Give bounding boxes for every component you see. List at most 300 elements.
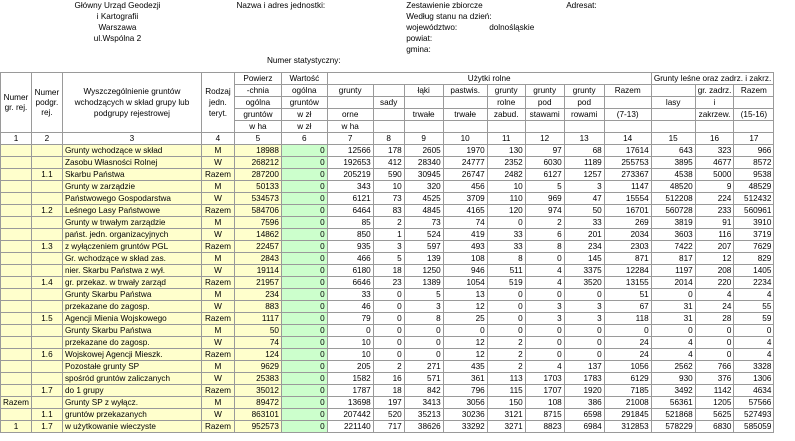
value-cell[interactable]: 0 [734, 325, 774, 337]
value-cell[interactable]: 56361 [651, 397, 695, 409]
unit-kind-cell[interactable]: Razem [201, 169, 234, 181]
value-cell[interactable]: 3603 [651, 229, 695, 241]
value-cell[interactable]: 3895 [651, 157, 695, 169]
value-cell[interactable]: 13155 [604, 277, 651, 289]
value-cell[interactable]: 578229 [651, 421, 695, 433]
value-cell[interactable]: 386 [564, 397, 604, 409]
value-cell[interactable]: 18 [373, 265, 404, 277]
value-cell[interactable]: 74 [234, 337, 281, 349]
value-cell[interactable]: 1197 [651, 265, 695, 277]
value-cell[interactable]: 46 [327, 301, 373, 313]
value-cell[interactable]: 4 [734, 349, 774, 361]
unit-kind-cell[interactable]: W [201, 373, 234, 385]
value-cell[interactable]: 201 [564, 229, 604, 241]
value-cell[interactable]: 3 [404, 301, 443, 313]
value-cell[interactable]: 108 [525, 397, 564, 409]
value-cell[interactable]: 1 [373, 229, 404, 241]
unit-kind-cell[interactable]: W [201, 193, 234, 205]
group-number-cell[interactable]: Razem [1, 397, 32, 409]
description-cell[interactable]: do 1 grupy [62, 385, 201, 397]
value-cell[interactable]: 0 [487, 289, 525, 301]
value-cell[interactable]: 85 [327, 217, 373, 229]
value-cell[interactable]: 0 [404, 325, 443, 337]
value-cell[interactable]: 192653 [327, 157, 373, 169]
value-cell[interactable]: 930 [651, 373, 695, 385]
value-cell[interactable]: 2 [373, 217, 404, 229]
value-cell[interactable]: 1056 [604, 361, 651, 373]
value-cell[interactable]: 2843 [234, 253, 281, 265]
value-cell[interactable]: 1920 [564, 385, 604, 397]
value-cell[interactable]: 456 [443, 181, 487, 193]
value-cell[interactable]: 863101 [234, 409, 281, 421]
value-cell[interactable]: 0 [281, 253, 327, 265]
description-cell[interactable]: Grunty w trwałym zarządzie [62, 217, 201, 229]
value-cell[interactable]: 3 [564, 313, 604, 325]
value-cell[interactable]: 30945 [404, 169, 443, 181]
value-cell[interactable]: 13 [443, 289, 487, 301]
description-cell[interactable]: państ. jedn. organizacyjnych [62, 229, 201, 241]
value-cell[interactable]: 946 [443, 265, 487, 277]
group-number-cell[interactable] [1, 181, 32, 193]
value-cell[interactable]: 1389 [404, 277, 443, 289]
value-cell[interactable]: 512208 [651, 193, 695, 205]
value-cell[interactable]: 2014 [651, 277, 695, 289]
value-cell[interactable]: 585059 [734, 421, 774, 433]
value-cell[interactable]: 4 [651, 349, 695, 361]
value-cell[interactable]: 3520 [564, 277, 604, 289]
value-cell[interactable]: 16701 [604, 205, 651, 217]
value-cell[interactable]: 0 [695, 349, 734, 361]
value-cell[interactable]: 269 [604, 217, 651, 229]
value-cell[interactable]: 10 [487, 181, 525, 193]
value-cell[interactable]: 1117 [234, 313, 281, 325]
subgroup-number-cell[interactable] [31, 337, 62, 349]
value-cell[interactable]: 3 [525, 301, 564, 313]
value-cell[interactable]: 12 [443, 337, 487, 349]
description-cell[interactable]: gr. przekaz. w trwały zarząd [62, 277, 201, 289]
value-cell[interactable]: 7185 [604, 385, 651, 397]
value-cell[interactable]: 33 [487, 241, 525, 253]
value-cell[interactable]: 287200 [234, 169, 281, 181]
value-cell[interactable]: 0 [281, 157, 327, 169]
value-cell[interactable]: 0 [281, 421, 327, 433]
value-cell[interactable]: 10 [327, 349, 373, 361]
group-number-cell[interactable] [1, 157, 32, 169]
subgroup-number-cell[interactable] [31, 145, 62, 157]
value-cell[interactable]: 534573 [234, 193, 281, 205]
value-cell[interactable]: 4 [651, 337, 695, 349]
value-cell[interactable]: 0 [281, 181, 327, 193]
value-cell[interactable]: 108 [443, 253, 487, 265]
value-cell[interactable]: 1142 [695, 385, 734, 397]
value-cell[interactable]: 3413 [404, 397, 443, 409]
unit-kind-cell[interactable]: W [201, 265, 234, 277]
value-cell[interactable]: 590 [373, 169, 404, 181]
value-cell[interactable]: 6030 [525, 157, 564, 169]
value-cell[interactable]: 26747 [443, 169, 487, 181]
value-cell[interactable]: 55 [734, 301, 774, 313]
value-cell[interactable]: 8 [487, 253, 525, 265]
value-cell[interactable]: 35213 [404, 409, 443, 421]
subgroup-number-cell[interactable] [31, 397, 62, 409]
group-number-cell[interactable] [1, 277, 32, 289]
unit-kind-cell[interactable]: M [201, 217, 234, 229]
value-cell[interactable]: 208 [695, 265, 734, 277]
value-cell[interactable]: 0 [695, 337, 734, 349]
value-cell[interactable]: 6598 [564, 409, 604, 421]
value-cell[interactable]: 23 [373, 277, 404, 289]
subgroup-number-cell[interactable] [31, 253, 62, 265]
value-cell[interactable]: 30236 [443, 409, 487, 421]
value-cell[interactable]: 25383 [234, 373, 281, 385]
value-cell[interactable]: 1405 [734, 265, 774, 277]
value-cell[interactable]: 1257 [564, 169, 604, 181]
subgroup-number-cell[interactable] [31, 217, 62, 229]
value-cell[interactable]: 0 [281, 385, 327, 397]
unit-kind-cell[interactable]: W [201, 229, 234, 241]
value-cell[interactable]: 511 [487, 265, 525, 277]
value-cell[interactable]: 33 [327, 289, 373, 301]
value-cell[interactable]: 116 [695, 229, 734, 241]
value-cell[interactable]: 643 [651, 145, 695, 157]
value-cell[interactable]: 150 [487, 397, 525, 409]
value-cell[interactable]: 50 [234, 325, 281, 337]
value-cell[interactable]: 0 [281, 205, 327, 217]
value-cell[interactable]: 31 [651, 313, 695, 325]
value-cell[interactable]: 1306 [734, 373, 774, 385]
subgroup-number-cell[interactable]: 1.5 [31, 313, 62, 325]
description-cell[interactable]: w użytkowanie wieczyste [62, 421, 201, 433]
value-cell[interactable]: 3056 [443, 397, 487, 409]
unit-kind-cell[interactable]: M [201, 397, 234, 409]
group-number-cell[interactable] [1, 169, 32, 181]
value-cell[interactable]: 233 [695, 205, 734, 217]
value-cell[interactable]: 2 [487, 349, 525, 361]
value-cell[interactable]: 31 [651, 301, 695, 313]
value-cell[interactable]: 24 [604, 349, 651, 361]
group-number-cell[interactable] [1, 385, 32, 397]
value-cell[interactable]: 2 [487, 337, 525, 349]
value-cell[interactable]: 74 [443, 217, 487, 229]
value-cell[interactable]: 57566 [734, 397, 774, 409]
value-cell[interactable]: 24777 [443, 157, 487, 169]
value-cell[interactable]: 12 [443, 301, 487, 313]
value-cell[interactable]: 320 [404, 181, 443, 193]
value-cell[interactable]: 571 [404, 373, 443, 385]
description-cell[interactable]: Pozostałe grunty SP [62, 361, 201, 373]
unit-kind-cell[interactable]: Razem [201, 205, 234, 217]
group-number-cell[interactable] [1, 337, 32, 349]
value-cell[interactable]: 4538 [651, 169, 695, 181]
group-number-cell[interactable] [1, 361, 32, 373]
value-cell[interactable]: 0 [373, 313, 404, 325]
description-cell[interactable]: Agencji Mienia Wojskowego [62, 313, 201, 325]
value-cell[interactable]: 0 [651, 325, 695, 337]
value-cell[interactable]: 124 [234, 349, 281, 361]
value-cell[interactable]: 0 [487, 325, 525, 337]
value-cell[interactable]: 139 [404, 253, 443, 265]
value-cell[interactable]: 89472 [234, 397, 281, 409]
value-cell[interactable]: 291845 [604, 409, 651, 421]
subgroup-number-cell[interactable]: 1.7 [31, 421, 62, 433]
value-cell[interactable]: 521868 [651, 409, 695, 421]
value-cell[interactable]: 2 [487, 361, 525, 373]
value-cell[interactable]: 0 [604, 325, 651, 337]
value-cell[interactable]: 3910 [734, 217, 774, 229]
value-cell[interactable]: 883 [234, 301, 281, 313]
value-cell[interactable]: 0 [373, 349, 404, 361]
value-cell[interactable]: 12 [695, 253, 734, 265]
unit-kind-cell[interactable]: W [201, 409, 234, 421]
value-cell[interactable]: 120 [487, 205, 525, 217]
description-cell[interactable]: spośród gruntów zaliczanych [62, 373, 201, 385]
group-number-cell[interactable] [1, 229, 32, 241]
value-cell[interactable]: 5 [525, 181, 564, 193]
subgroup-number-cell[interactable] [31, 373, 62, 385]
subgroup-number-cell[interactable]: 1.3 [31, 241, 62, 253]
value-cell[interactable]: 9 [695, 181, 734, 193]
unit-kind-cell[interactable]: M [201, 289, 234, 301]
group-number-cell[interactable] [1, 349, 32, 361]
value-cell[interactable]: 0 [281, 217, 327, 229]
value-cell[interactable]: 1205 [695, 397, 734, 409]
value-cell[interactable]: 16 [373, 373, 404, 385]
value-cell[interactable]: 10 [373, 181, 404, 193]
value-cell[interactable]: 17614 [604, 145, 651, 157]
value-cell[interactable]: 0 [281, 337, 327, 349]
value-cell[interactable]: 48520 [651, 181, 695, 193]
subgroup-number-cell[interactable]: 1.1 [31, 169, 62, 181]
unit-kind-cell[interactable]: M [201, 361, 234, 373]
value-cell[interactable]: 0 [373, 337, 404, 349]
description-cell[interactable]: Grunty Skarbu Państwa [62, 325, 201, 337]
value-cell[interactable]: 376 [695, 373, 734, 385]
value-cell[interactable]: 19114 [234, 265, 281, 277]
description-cell[interactable]: Zasobu Własności Rolnej [62, 157, 201, 169]
value-cell[interactable]: 178 [373, 145, 404, 157]
value-cell[interactable]: 935 [327, 241, 373, 253]
value-cell[interactable]: 2 [373, 361, 404, 373]
unit-kind-cell[interactable]: W [201, 301, 234, 313]
value-cell[interactable]: 205 [327, 361, 373, 373]
value-cell[interactable]: 0 [525, 253, 564, 265]
unit-kind-cell[interactable]: M [201, 253, 234, 265]
value-cell[interactable]: 0 [281, 349, 327, 361]
value-cell[interactable]: 0 [487, 301, 525, 313]
value-cell[interactable]: 412 [373, 157, 404, 169]
description-cell[interactable]: Leśnego Lasy Państwowe [62, 205, 201, 217]
subgroup-number-cell[interactable]: 1.7 [31, 385, 62, 397]
value-cell[interactable]: 2352 [487, 157, 525, 169]
value-cell[interactable]: 7422 [651, 241, 695, 253]
value-cell[interactable]: 966 [734, 145, 774, 157]
value-cell[interactable]: 110 [487, 193, 525, 205]
group-number-cell[interactable]: 1 [1, 421, 32, 433]
value-cell[interactable]: 0 [525, 337, 564, 349]
value-cell[interactable]: 234 [564, 241, 604, 253]
value-cell[interactable]: 220 [695, 277, 734, 289]
value-cell[interactable]: 145 [564, 253, 604, 265]
description-cell[interactable]: Skarbu Państwa [62, 169, 201, 181]
value-cell[interactable]: 68 [564, 145, 604, 157]
value-cell[interactable]: 0 [651, 289, 695, 301]
value-cell[interactable]: 5625 [695, 409, 734, 421]
value-cell[interactable]: 850 [327, 229, 373, 241]
value-cell[interactable]: 0 [525, 325, 564, 337]
value-cell[interactable]: 5000 [695, 169, 734, 181]
value-cell[interactable]: 0 [281, 325, 327, 337]
unit-kind-cell[interactable]: Razem [201, 241, 234, 253]
value-cell[interactable]: 207 [695, 241, 734, 253]
group-number-cell[interactable] [1, 373, 32, 385]
value-cell[interactable]: 1707 [525, 385, 564, 397]
value-cell[interactable]: 527493 [734, 409, 774, 421]
value-cell[interactable]: 7629 [734, 241, 774, 253]
value-cell[interactable]: 6646 [327, 277, 373, 289]
value-cell[interactable]: 8823 [525, 421, 564, 433]
description-cell[interactable]: przekazane do zagosp. [62, 301, 201, 313]
group-number-cell[interactable] [1, 265, 32, 277]
value-cell[interactable]: 221140 [327, 421, 373, 433]
value-cell[interactable]: 47 [564, 193, 604, 205]
value-cell[interactable]: 0 [404, 337, 443, 349]
subgroup-number-cell[interactable] [31, 181, 62, 193]
value-cell[interactable]: 79 [327, 313, 373, 325]
group-number-cell[interactable] [1, 217, 32, 229]
value-cell[interactable]: 817 [651, 253, 695, 265]
value-cell[interactable]: 15554 [604, 193, 651, 205]
value-cell[interactable]: 207442 [327, 409, 373, 421]
subgroup-number-cell[interactable] [31, 229, 62, 241]
value-cell[interactable]: 1054 [443, 277, 487, 289]
unit-kind-cell[interactable]: Razem [201, 313, 234, 325]
value-cell[interactable]: 28340 [404, 157, 443, 169]
value-cell[interactable]: 512432 [734, 193, 774, 205]
value-cell[interactable]: 24 [604, 337, 651, 349]
value-cell[interactable]: 6180 [327, 265, 373, 277]
value-cell[interactable]: 361 [443, 373, 487, 385]
value-cell[interactable]: 21957 [234, 277, 281, 289]
subgroup-number-cell[interactable] [31, 361, 62, 373]
unit-kind-cell[interactable]: M [201, 145, 234, 157]
value-cell[interactable]: 1703 [525, 373, 564, 385]
value-cell[interactable]: 842 [404, 385, 443, 397]
value-cell[interactable]: 12284 [604, 265, 651, 277]
value-cell[interactable]: 2 [525, 217, 564, 229]
value-cell[interactable]: 3328 [734, 361, 774, 373]
group-number-cell[interactable] [1, 409, 32, 421]
value-cell[interactable]: 6121 [327, 193, 373, 205]
value-cell[interactable]: 33292 [443, 421, 487, 433]
value-cell[interactable]: 6984 [564, 421, 604, 433]
value-cell[interactable]: 6127 [525, 169, 564, 181]
value-cell[interactable]: 4 [525, 361, 564, 373]
value-cell[interactable]: 8 [525, 241, 564, 253]
value-cell[interactable]: 25 [443, 313, 487, 325]
value-cell[interactable]: 2303 [604, 241, 651, 253]
description-cell[interactable]: Grunty Skarbu Państwa [62, 289, 201, 301]
value-cell[interactable]: 2482 [487, 169, 525, 181]
value-cell[interactable]: 1250 [404, 265, 443, 277]
value-cell[interactable]: 273367 [604, 169, 651, 181]
value-cell[interactable]: 12566 [327, 145, 373, 157]
value-cell[interactable]: 323 [695, 145, 734, 157]
value-cell[interactable]: 4 [695, 289, 734, 301]
value-cell[interactable]: 205219 [327, 169, 373, 181]
value-cell[interactable]: 493 [443, 241, 487, 253]
value-cell[interactable]: 4 [734, 337, 774, 349]
subgroup-number-cell[interactable] [31, 325, 62, 337]
value-cell[interactable]: 48529 [734, 181, 774, 193]
value-cell[interactable]: 97 [525, 145, 564, 157]
value-cell[interactable]: 0 [564, 337, 604, 349]
value-cell[interactable]: 28 [695, 313, 734, 325]
value-cell[interactable]: 1783 [564, 373, 604, 385]
value-cell[interactable]: 137 [564, 361, 604, 373]
value-cell[interactable]: 50 [564, 205, 604, 217]
value-cell[interactable]: 4 [525, 265, 564, 277]
value-cell[interactable]: 6464 [327, 205, 373, 217]
value-cell[interactable]: 50133 [234, 181, 281, 193]
unit-kind-cell[interactable]: W [201, 157, 234, 169]
value-cell[interactable]: 520 [373, 409, 404, 421]
value-cell[interactable]: 0 [373, 301, 404, 313]
value-cell[interactable]: 6830 [695, 421, 734, 433]
group-number-cell[interactable] [1, 289, 32, 301]
value-cell[interactable]: 4634 [734, 385, 774, 397]
value-cell[interactable]: 519 [487, 277, 525, 289]
value-cell[interactable]: 0 [525, 289, 564, 301]
value-cell[interactable]: 560728 [651, 205, 695, 217]
value-cell[interactable]: 1787 [327, 385, 373, 397]
value-cell[interactable]: 24 [695, 301, 734, 313]
description-cell[interactable]: gruntów przekazanych [62, 409, 201, 421]
value-cell[interactable]: 796 [443, 385, 487, 397]
value-cell[interactable]: 1189 [564, 157, 604, 169]
description-cell[interactable]: Gr. wchodzące w skład zas. [62, 253, 201, 265]
value-cell[interactable]: 0 [443, 325, 487, 337]
unit-kind-cell[interactable]: M [201, 325, 234, 337]
value-cell[interactable]: 3 [564, 301, 604, 313]
value-cell[interactable]: 0 [564, 289, 604, 301]
value-cell[interactable]: 829 [734, 253, 774, 265]
value-cell[interactable]: 524 [404, 229, 443, 241]
value-cell[interactable]: 4677 [695, 157, 734, 169]
value-cell[interactable]: 51 [604, 289, 651, 301]
subgroup-number-cell[interactable] [31, 193, 62, 205]
value-cell[interactable]: 73 [404, 217, 443, 229]
value-cell[interactable]: 2034 [604, 229, 651, 241]
value-cell[interactable]: 3719 [734, 229, 774, 241]
unit-kind-cell[interactable]: Razem [201, 385, 234, 397]
description-cell[interactable]: Grunty w zarządzie [62, 181, 201, 193]
value-cell[interactable]: 0 [281, 361, 327, 373]
value-cell[interactable]: 343 [327, 181, 373, 193]
value-cell[interactable]: 466 [327, 253, 373, 265]
description-cell[interactable]: Grunty wchodzące w skład [62, 145, 201, 157]
value-cell[interactable]: 6 [525, 229, 564, 241]
value-cell[interactable]: 584706 [234, 205, 281, 217]
value-cell[interactable]: 4 [525, 277, 564, 289]
value-cell[interactable]: 0 [281, 241, 327, 253]
value-cell[interactable]: 766 [695, 361, 734, 373]
value-cell[interactable]: 0 [281, 265, 327, 277]
value-cell[interactable]: 3 [373, 241, 404, 253]
value-cell[interactable]: 1147 [604, 181, 651, 193]
subgroup-number-cell[interactable]: 1.4 [31, 277, 62, 289]
value-cell[interactable]: 5 [373, 253, 404, 265]
value-cell[interactable]: 1970 [443, 145, 487, 157]
